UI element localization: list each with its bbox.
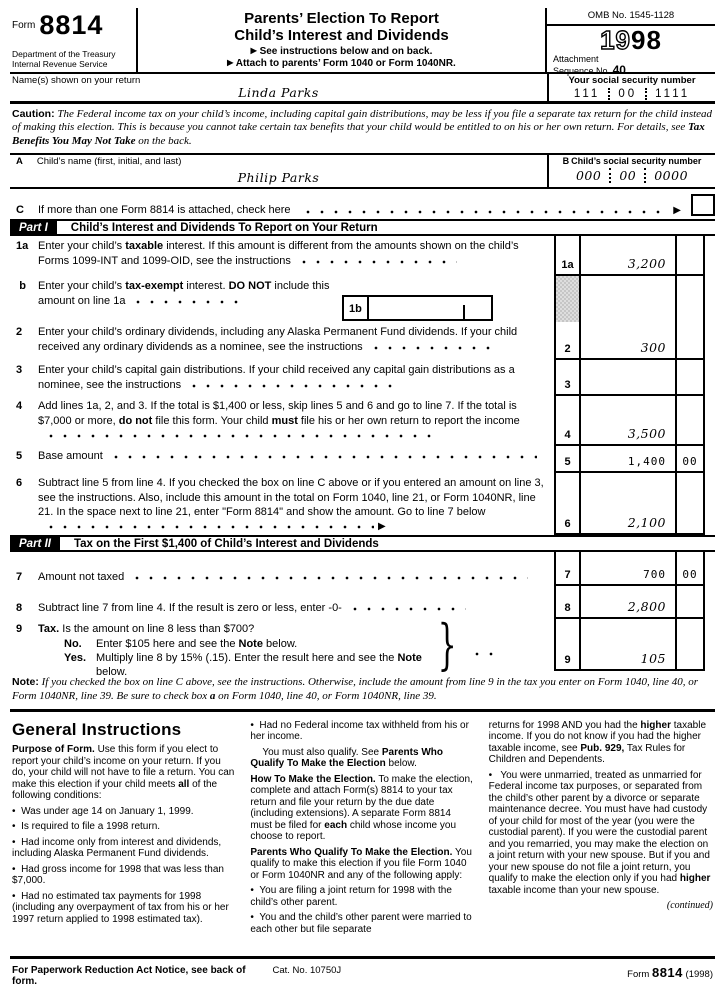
part2-label: Part II — [10, 537, 60, 550]
part1-header — [10, 219, 715, 236]
form-word: Form — [12, 20, 36, 31]
right-arrow-icon: ▶ — [227, 57, 234, 67]
instructions-column-2: • Had no Federal income tax withheld from his or her income. You must also qualify. See Parents Who Qualify To Make the Election below. How To Make the Election. To make the election, complete and attach Form(s) 8814 to your tax return and file your return by the due date (including extensions). A separate Form 8814 must be filed for each child whose income you choose to report. Parents Who Qualify To Make the Election. You qualify to make this election if you file Form 1040 or Form 1040NR and any of the following apply: • You are filing a joint return for 1998 with the child’s other parent. • You and the child’s other parent were married to each other but file separate — [250, 720, 474, 956]
line-4-amount-field[interactable]: 3,500 — [627, 426, 666, 442]
continued-marker: (continued) — [666, 900, 713, 912]
condition-bullet: • You and the child’s other parent were married to each other but file separate — [250, 912, 474, 935]
line-8-amount-field[interactable]: 2,800 — [627, 599, 666, 615]
line-3-cents-field[interactable] — [675, 360, 705, 396]
dotted-leader — [301, 210, 668, 214]
form-line-8: 8 Subtract line 7 from line 4. If the result is zero or less, enter -0- 8 2,800 — [10, 586, 715, 619]
condition-bullet: • Had no estimated tax payments for 1998 (including any overpayment of tax from his or her 1997 return applied to 1998 estimated tax). — [12, 891, 236, 926]
form-title-block — [138, 8, 547, 72]
form-line-6: 6 Subtract line 5 from line 4. If you checked the box on line C above or if you entered an amount on line 3, see the instructions. Also, include this amount in the total on Form 1040, line 21, or Form 1040NR, line 21. In the space next to line 21, enter "Form 8814" and show the amount. Go to line 7 below▶ 6 2,100 — [10, 473, 715, 535]
child-ssn-field[interactable]: 000 00 0000 — [575, 168, 689, 184]
line-7-cents-printed: 00 — [682, 568, 698, 582]
form-line-1a: 1a Enter your child’s taxable interest. If this amount is different from the amounts shown on the child’s Forms 1099-INT and 1099-OID, see the instructions 1a 3,200 — [10, 236, 715, 276]
right-arrow-icon: ▶ — [378, 521, 386, 533]
omb-number: OMB No. 1545-1128 — [547, 8, 715, 26]
child-info-row — [10, 153, 715, 189]
condition-bullet: • You are filing a joint return for 1998 with the child’s other parent. — [250, 885, 474, 908]
line-1b-box-label: 1b — [344, 297, 369, 319]
form-line-4: 4 Add lines 1a, 2, and 3. If the total is $1,400 or less, skip lines 5 and 6 and go to line 7. If the total is $7,000 or more, do not file this form. Your child must file his or her own return to report the income 4 3,500 — [10, 396, 715, 446]
dotted-leader — [369, 346, 499, 350]
ssn-label: Your social security number — [568, 75, 696, 86]
cents-divider — [463, 305, 465, 319]
condition-bullet: • Had income only from interest and dividends, including Alaska Permanent Fund dividends. — [12, 837, 236, 860]
form-line-7: 7 Amount not taxed 7 700 00 — [10, 552, 715, 586]
line-5-box-label: 5 — [554, 446, 581, 473]
note-paragraph: Note: If you checked the box on line C above, see the instructions. Otherwise, include the amount from line 9 in the tax you enter on Form 1040, line 40, or Form 1040NR, line 39. Be sure to check box a on Form 1040, line 40, or Form 1040NR, line 39. — [12, 676, 698, 702]
line-7-amount-printed: 700 — [643, 568, 666, 582]
part1-label: Part I — [10, 221, 57, 234]
form-line-1b: b Enter your child’s tax-exempt interest. DO NOT include this amount on line 1a 1b — [10, 276, 715, 322]
part2-header — [10, 535, 715, 552]
part1-title: Child’s Interest and Dividends To Report on Your Return — [70, 221, 378, 234]
paperwork-notice: For Paperwork Reduction Act Notice, see back of form. — [12, 964, 246, 987]
line-7-box-label: 7 — [554, 552, 581, 586]
line-6-amount-field[interactable]: 2,100 — [627, 515, 666, 531]
dotted-leader — [130, 576, 528, 580]
curly-brace: } — [437, 612, 457, 676]
line-6-cents-field[interactable] — [675, 473, 705, 535]
form-number: 8814 — [39, 10, 104, 40]
form-title-line2: Child’s Interest and Dividends — [234, 27, 449, 45]
line-a-letter: A — [16, 156, 23, 168]
ssn-separator — [608, 88, 610, 100]
form-number-block — [10, 8, 138, 72]
right-arrow-icon: ▶ — [673, 205, 681, 217]
right-arrow-icon: ▶ — [250, 45, 257, 55]
line-1b-amount-field[interactable] — [369, 297, 491, 319]
dotted-leader — [44, 434, 432, 438]
instructions-column-1: General Instructions Purpose of Form. Use this form if you elect to report your child’s income on your return. If you do, your child will not have to file a return. You can make this election if your child meets all of the following conditions: • Was under age 14 on January 1, 1999. • Is required to file a 1998 return. • Had income only from interest and dividends, including Alaska Permanent Fund dividends. • Had gross income for 1998 that was less than $7,000. • Had no estimated tax payments for 1998 (including any overpayment of tax from his or her 1997 return applied to 1998 estimated tax). — [12, 720, 236, 956]
line-2-amount-field[interactable]: 300 — [640, 340, 666, 356]
line-5-cents-printed: 00 — [682, 455, 698, 469]
condition-bullet: • Was under age 14 on January 1, 1999. — [12, 806, 236, 818]
dotted-leader — [470, 652, 500, 656]
ssn-separator — [644, 168, 646, 183]
dotted-leader — [187, 384, 402, 388]
ssn-separator — [645, 88, 647, 100]
line-5-amount-printed: 1,400 — [627, 455, 666, 469]
catalog-number: Cat. No. 10750J — [272, 964, 342, 976]
form-footer — [10, 959, 715, 987]
child-name-label: Child’s name (first, initial, and last) — [36, 156, 182, 168]
dotted-leader — [131, 300, 241, 304]
child-name-field[interactable]: Philip Parks — [237, 170, 320, 186]
line-c-letter: C — [16, 204, 24, 217]
condition-bullet: • You were unmarried, treated as unmarried for Federal income tax purposes, or separated from the child’s other parent by a divorce or separate maintenance decree. You must have had custody of your child for most of the year (you were the custodial parent). If you were the custodial parent and you remarried, you may make the election on a joint return with your new spouse. But if you and your new spouse do not file a joint return, you qualify to make the election only if you had higher taxable income than your new spouse. — [489, 770, 713, 897]
name-label: Name(s) shown on your return — [12, 75, 141, 86]
line-4-cents-field[interactable] — [675, 396, 705, 446]
tax-year: 1998 — [600, 25, 662, 55]
omb-year-block — [547, 8, 715, 78]
form-line-5: 5 Base amount 5 1,400 00 — [10, 446, 715, 473]
form-line-2: 2 Enter your child’s ordinary dividends, including any Alaska Permanent Fund dividends. If your child received any ordinary dividends as a nominee, see the instructions 2 300 — [10, 322, 715, 360]
form-line-9: 9 Tax. Is the amount on line 8 less than $700? No. Enter $105 here and see the Note below. Yes. Multiply line 8 by 15% (.15). Enter the result here and see the Note below. } 9 105 — [10, 619, 715, 671]
line-1b-grid-cell — [581, 276, 675, 322]
line-3-box-label: 3 — [554, 360, 581, 396]
dotted-leader — [297, 260, 457, 264]
line-9-amount-field[interactable]: 105 — [640, 651, 666, 667]
line-8-cents-field[interactable] — [675, 586, 705, 619]
dotted-leader — [109, 455, 537, 459]
taxpayer-ssn-field[interactable]: 111 00 1111 — [573, 88, 691, 100]
instructions-heading: General Instructions — [12, 719, 182, 739]
form-header — [10, 8, 715, 78]
multiple-forms-checkbox[interactable] — [691, 194, 715, 216]
caution-paragraph: Caution: The Federal income tax on your child’s income, including capital gain distributions, may be less if you file a separate tax return for the child instead of making this election. This is because you cannot take certain tax benefits that your child would be entitled to on his or her own return. For details, see Tax Benefits You May Not Take on the back. — [12, 108, 713, 147]
condition-bullet: • Is required to file a 1998 return. — [12, 821, 236, 833]
line-1a-amount-field[interactable]: 3,200 — [627, 256, 666, 272]
line-1b-shaded-cell — [554, 276, 581, 322]
instructions-column-3: returns for 1998 AND you had the higher taxable income. If you do not know if you had the higher taxable income, see Pub. 929, Tax Rules for Children and Dependents. • You were unmarried, treated as unmarried for Federal income tax purposes, or separated from the child’s other parent by a divorce or separate maintenance decree. You must have had custody of your child for most of the year (you were the custodial parent). If you were the custodial parent and you remarried, you may make the election on a joint return with your new spouse. But if you and your new spouse do not file a joint return, you qualify to make the election only if you had higher taxable income than your new spouse. (continued) — [489, 720, 713, 956]
line-2-cents-field[interactable] — [675, 322, 705, 360]
line-c-text: If more than one Form 8814 is attached, check here — [38, 204, 291, 217]
line-1b-inline-box — [342, 295, 493, 321]
line-6-box-label: 6 — [554, 473, 581, 535]
child-ssn-label: Child’s social security number — [571, 156, 702, 167]
dotted-leader — [44, 525, 374, 529]
dotted-leader — [348, 607, 466, 611]
line-2-box-label: 2 — [554, 322, 581, 360]
line-c-row — [10, 189, 715, 219]
form-footer-id: Form 8814 (1998) — [627, 964, 713, 980]
attachment-sequence: Attachment Sequence No. 40 — [553, 54, 626, 78]
header-instruction-1: ▶ See instructions below and on back. — [250, 45, 433, 57]
line-b-letter: B — [562, 156, 570, 167]
name-row — [10, 74, 715, 104]
form-title-line1: Parents’ Election To Report — [244, 10, 439, 27]
condition-bullet: • Had no Federal income tax withheld from his or her income. — [250, 720, 474, 743]
line-9-box-label: 9 — [554, 619, 581, 671]
line-1a-cents-field[interactable] — [675, 236, 705, 276]
condition-bullet: • Had gross income for 1998 that was less than $7,000. — [12, 864, 236, 887]
line-4-box-label: 4 — [554, 396, 581, 446]
agency-name: Department of the Treasury Internal Revenue Service — [12, 49, 116, 70]
line-9-cents-field[interactable] — [675, 619, 705, 671]
form-line-3: 3 Enter your child’s capital gain distributions. If your child received any capital gain distributions as a nominee, see the instructions 3 — [10, 360, 715, 396]
header-instruction-2: ▶ Attach to parents’ Form 1040 or Form 1040NR. — [227, 57, 456, 69]
taxpayer-name-field[interactable]: Linda Parks — [238, 85, 319, 100]
ssn-separator — [609, 168, 611, 183]
part2-title: Tax on the First $1,400 of Child’s Interest and Dividends — [73, 537, 379, 550]
general-instructions — [10, 712, 715, 956]
line-8-box-label: 8 — [554, 586, 581, 619]
line-1a-box-label: 1a — [554, 236, 581, 276]
